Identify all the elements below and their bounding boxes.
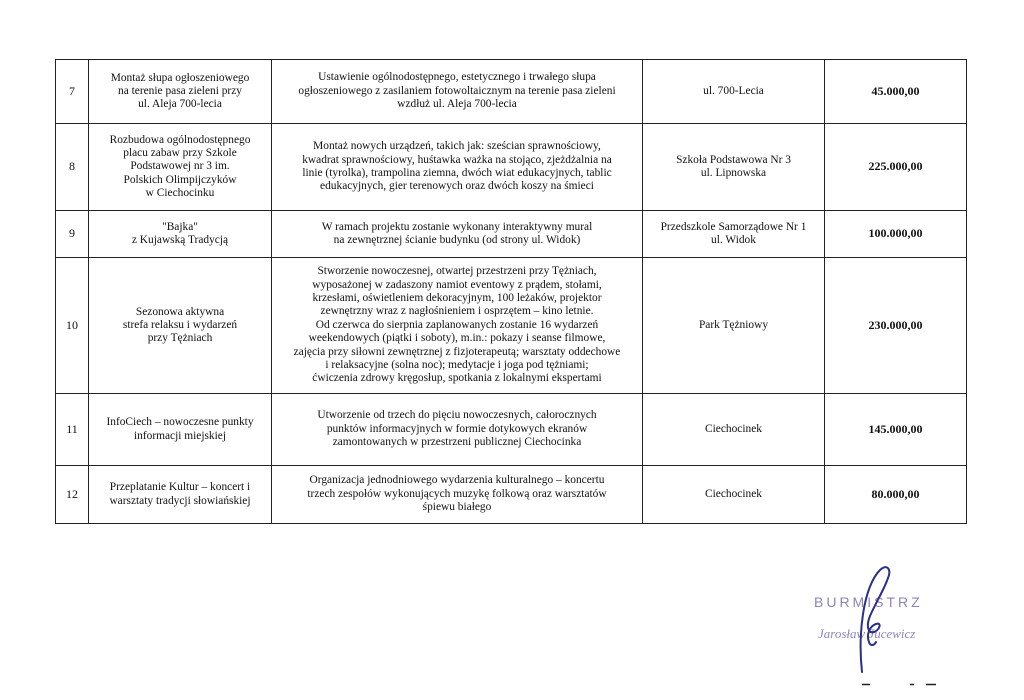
project-name: InfoCiech – nowoczesne punkty informacji miejskiej bbox=[89, 394, 272, 466]
mayor-stamp bbox=[806, 588, 966, 688]
project-location: Ciechocinek bbox=[643, 394, 825, 466]
project-location: Przedszkole Samorządowe Nr 1 ul. Widok bbox=[643, 211, 825, 258]
table-row bbox=[56, 60, 967, 124]
table-row bbox=[56, 466, 967, 524]
stamp-title: BURMISTRZ bbox=[814, 594, 923, 610]
table-row bbox=[56, 258, 967, 394]
project-description: Utworzenie od trzech do pięciu nowoczesnych, całorocznych punktów informacyjnych w formie dotykowych ekranów zamontowanych w przestrzeni publicznej Ciechocinka bbox=[272, 394, 643, 466]
project-location: Szkoła Podstawowa Nr 3 ul. Lipnowska bbox=[643, 124, 825, 211]
project-description: Montaż nowych urządzeń, takich jak: sześcian sprawnościowy, kwadrat sprawnościowy, huśtawka ważka na stojąco, zjeżdżalnia na linie (tyrolka), trampolina ziemna, dwóch wiat edukacyjnych, tablic edukacyjnych, gier terenowych oraz dwóch koszy na śmieci bbox=[272, 124, 643, 211]
project-location: Ciechocinek bbox=[643, 466, 825, 524]
project-name: Montaż słupa ogłoszeniowego na terenie pasa zieleni przy ul. Aleja 700-lecia bbox=[89, 60, 272, 124]
project-description: W ramach projektu zostanie wykonany interaktywny mural na zewnętrznej ścianie budynku (od strony ul. Widok) bbox=[272, 211, 643, 258]
project-location: Park Tężniowy bbox=[643, 258, 825, 394]
row-number: 9 bbox=[56, 211, 89, 258]
project-description: Ustawienie ogólnodostępnego, estetycznego i trwałego słupa ogłoszeniowego z zasilaniem fotowoltaicznym na terenie pasa zieleni wzdłuż ul. Aleja 700-lecia bbox=[272, 60, 643, 124]
row-number: 11 bbox=[56, 394, 89, 466]
table-row bbox=[56, 124, 967, 211]
project-name: Rozbudowa ogólnodostępnego placu zabaw przy Szkole Podstawowej nr 3 im. Polskich Olimpijczyków w Ciechocinku bbox=[89, 124, 272, 211]
project-cost: 45.000,00 bbox=[825, 60, 967, 124]
row-number: 10 bbox=[56, 258, 89, 394]
project-description: Stworzenie nowoczesnej, otwartej przestrzeni przy Tężniach, wyposażonej w zadaszony namiot eventowy z prądem, stołami, krzesłami, oświetleniem dekoracyjnym, 100 leżaków, projektor zewnętrzny wraz z nagłośnieniem i osprzętem – kino letnie. Od czerwca do sierpnia zaplanowanych zostanie 16 wydarzeń weekendowych (piątki i soboty), m.in.: pokazy i seanse filmowe, zajęcia przy siłowni zewnętrznej z fizjoterapeutą; warsztaty oddechowe i relaksacyjne (solna noc); medytacje i joga pod tężniami; ćwiczenia zdrowy kręgosłup, spotkania z lokalnymi ekspertami bbox=[272, 258, 643, 394]
project-location: ul. 700-Lecia bbox=[643, 60, 825, 124]
row-number: 7 bbox=[56, 60, 89, 124]
row-number: 12 bbox=[56, 466, 89, 524]
projects-table bbox=[55, 59, 967, 524]
project-name: Sezonowa aktywna strefa relaksu i wydarzeń przy Tężniach bbox=[89, 258, 272, 394]
project-cost: 225.000,00 bbox=[825, 124, 967, 211]
project-cost: 145.000,00 bbox=[825, 394, 967, 466]
project-description: Organizacja jednodniowego wydarzenia kulturalnego – koncertu trzech zespołów wykonujących muzykę folkową oraz warsztatów śpiewu białego bbox=[272, 466, 643, 524]
table-row bbox=[56, 394, 967, 466]
project-cost: 230.000,00 bbox=[825, 258, 967, 394]
project-name: "Bajka" z Kujawską Tradycją bbox=[89, 211, 272, 258]
project-cost: 100.000,00 bbox=[825, 211, 967, 258]
row-number: 8 bbox=[56, 124, 89, 211]
signature-icon bbox=[836, 564, 906, 674]
stamp-name: Jarosław Jucewicz bbox=[818, 626, 916, 641]
page-edge-mark bbox=[862, 683, 936, 686]
table-row bbox=[56, 211, 967, 258]
project-cost: 80.000,00 bbox=[825, 466, 967, 524]
project-name: Przeplatanie Kultur – koncert i warsztaty tradycji słowiańskiej bbox=[89, 466, 272, 524]
